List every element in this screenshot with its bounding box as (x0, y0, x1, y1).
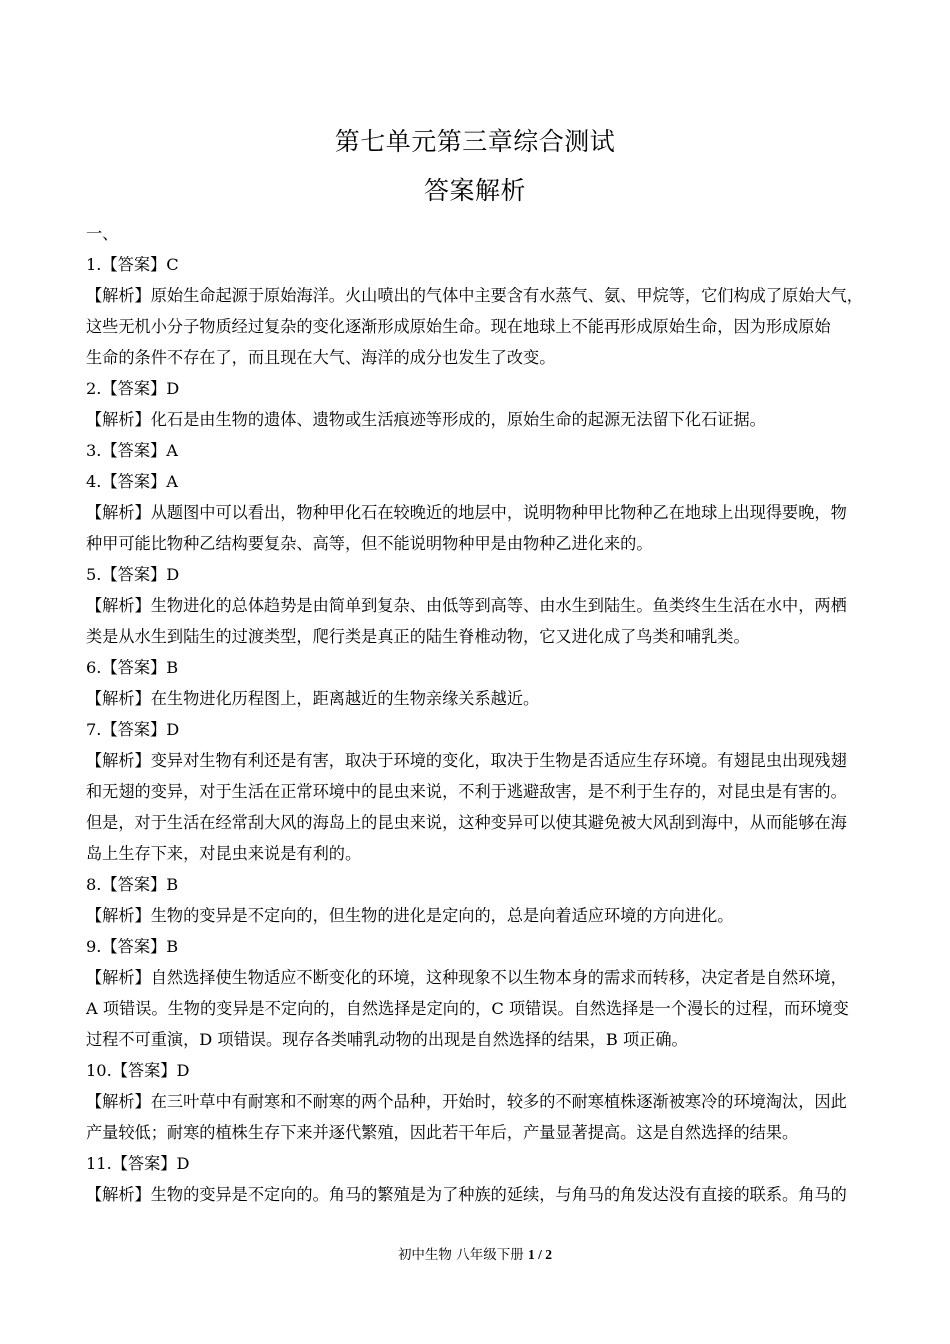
answer-item (86, 1055, 864, 1148)
page-number: 1 / 2 (528, 1247, 553, 1262)
explanation-line: 过程不可重演，D 项错误。现存各类哺乳动物的出现是自然选择的结果，B 项正确。 (86, 1030, 688, 1049)
answer-line: 2.【答案】D (86, 379, 180, 398)
answer-item (86, 559, 864, 652)
answer-item (86, 869, 864, 931)
explanation-line: 但是，对于生活在经常刮大风的海岛上的昆虫来说，这种变异可以使其避免被大风刮到海中，从而能够在海 (86, 813, 847, 832)
answer-line: 1.【答案】C (86, 255, 179, 274)
explanation-line: 【解析】化石是由生物的遗体、遗物或生活痕迹等形成的，原始生命的起源无法留下化石证据。 (86, 410, 766, 429)
explanation-line: 种甲可能比物种乙结构要复杂、高等，但不能说明物种甲是由物种乙进化来的。 (86, 534, 653, 553)
explanation-line: 和无翅的变异，对于生活在正常环境中的昆虫来说，不利于逃避敌害，是不利于生存的，对昆虫是有害的。 (86, 782, 847, 801)
explanation-line: 【解析】生物的变异是不定向的，但生物的进化是定向的，总是向着适应环境的方向进化。 (86, 906, 734, 925)
explanation-line: 岛上生存下来，对昆虫来说是有利的。 (86, 844, 362, 863)
answer-line: 6.【答案】B (86, 658, 179, 677)
explanation-line: 【解析】原始生命起源于原始海洋。火山喷出的气体中主要含有水蒸气、氨、甲烷等，它们构成了原始大气， (86, 286, 863, 305)
answer-item (86, 652, 864, 714)
page-title: 第七单元第三章综合测试 (334, 127, 616, 156)
answer-item (86, 249, 864, 373)
answer-item (86, 714, 864, 869)
explanation-line: A 项错误。生物的变异是不定向的，自然选择是定向的，C 项错误。自然选择是一个漫长的过程，而环境变 (86, 999, 849, 1018)
answer-line: 3.【答案】A (86, 441, 178, 460)
answer-item (86, 931, 864, 1055)
answer-line: 7.【答案】D (86, 720, 180, 739)
explanation-line: 【解析】自然选择使生物适应不断变化的环境，这种现象不以生物本身的需求而转移，决定者是自然环境， (86, 968, 847, 987)
explanation-line: 产量较低；耐寒的植株生存下来并逐代繁殖，因此若干年后，产量显著提高。这是自然选择的结果。 (86, 1123, 799, 1142)
explanation-line: 【解析】生物进化的总体趋势是由简单到复杂、由低等到高等、由水生到陆生。鱼类终生生活在水中，两栖 (86, 596, 847, 615)
explanation-line: 【解析】从题图中可以看出，物种甲化石在较晚近的地层中，说明物种甲比物种乙在地球上出现得要晚，物 (86, 503, 847, 522)
answer-item (86, 435, 864, 466)
page-footer (0, 1243, 950, 1263)
explanation-line: 这些无机小分子物质经过复杂的变化逐渐形成原始生命。现在地球上不能再形成原始生命，因为形成原始 (86, 317, 831, 336)
answer-list (86, 249, 864, 1210)
answer-line: 11.【答案】D (86, 1154, 190, 1173)
answer-line: 4.【答案】A (86, 472, 178, 491)
answer-item (86, 1148, 864, 1210)
page-subtitle: 答案解析 (423, 176, 526, 205)
explanation-line: 【解析】在生物进化历程图上，距离越近的生物亲缘关系越近。 (86, 689, 540, 708)
explanation-line: 生命的条件不存在了，而且现在大气、海洋的成分也发生了改变。 (86, 348, 556, 367)
answer-line: 8.【答案】B (86, 875, 179, 894)
answer-line: 10.【答案】D (86, 1061, 190, 1080)
explanation-line: 类是从水生到陆生的过渡类型，爬行类是真正的陆生脊椎动物，它又进化成了鸟类和哺乳类。 (86, 627, 750, 646)
explanation-line: 【解析】变异对生物有利还是有害，取决于环境的变化，取决于生物是否适应生存环境。有翅昆虫出现残翅 (86, 751, 847, 770)
section-marker: 一、 (86, 224, 119, 243)
answer-line: 9.【答案】B (86, 937, 179, 956)
answer-item (86, 466, 864, 559)
answer-content (86, 218, 864, 1210)
explanation-line: 【解析】生物的变异是不定向的。角马的繁殖是为了种族的延续，与角马的角发达没有直接的联系。角马的 (86, 1185, 847, 1204)
answer-item (86, 373, 864, 435)
explanation-line: 【解析】在三叶草中有耐寒和不耐寒的两个品种，开始时，较多的不耐寒植株逐渐被寒冷的环境淘汰，因此 (86, 1092, 847, 1111)
answer-line: 5.【答案】D (86, 565, 180, 584)
footer-label: 初中生物 八年级下册 (397, 1247, 524, 1263)
